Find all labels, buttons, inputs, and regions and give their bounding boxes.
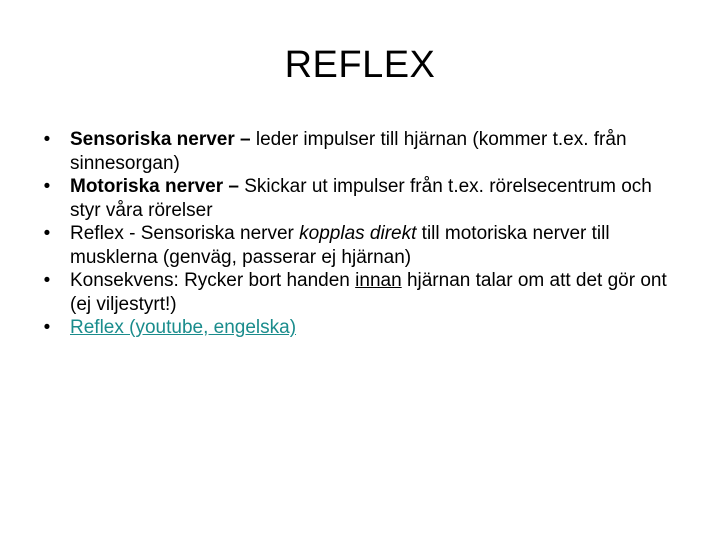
bullet-text: Skickar ut impulser från t.ex. rörelsecentrum och styr våra rörelser [70,176,652,221]
slide-title: REFLEX [284,44,436,86]
bullet-term: Sensoriska nerver – [70,129,256,150]
bullet-text: Reflex - Sensoriska nerver [70,223,300,244]
bullet-item-link [36,316,686,340]
bullet-item-reflex [36,222,686,269]
bullet-icon: • [43,317,51,338]
reflex-video-link[interactable]: Reflex (youtube, engelska) [70,317,297,338]
bullet-emphasis: kopplas direkt [299,223,417,244]
bullet-icon: • [43,270,51,291]
bullet-item-konsekvens [36,269,686,316]
bullet-item-motoriska [36,175,686,222]
bullet-text: till motoriska nerver till musklerna (genväg, passerar ej hjärnan) [70,223,610,268]
bullet-icon: • [43,176,51,197]
bullet-text: Konsekvens: Rycker bort handen [70,270,356,291]
bullet-text: leder impulser till hjärnan (kommer t.ex. från sinnesorgan) [70,129,627,174]
bullet-term: Motoriska nerver – [70,176,245,197]
bullet-text: hjärnan talar om att det gör ont (ej viljestyrt!) [70,270,667,315]
bullet-icon: • [43,129,51,150]
bullet-list [36,128,686,340]
bullet-item-sensoriska [36,128,686,175]
bullet-icon: • [43,223,51,244]
bullet-underlined: innan [355,270,402,291]
